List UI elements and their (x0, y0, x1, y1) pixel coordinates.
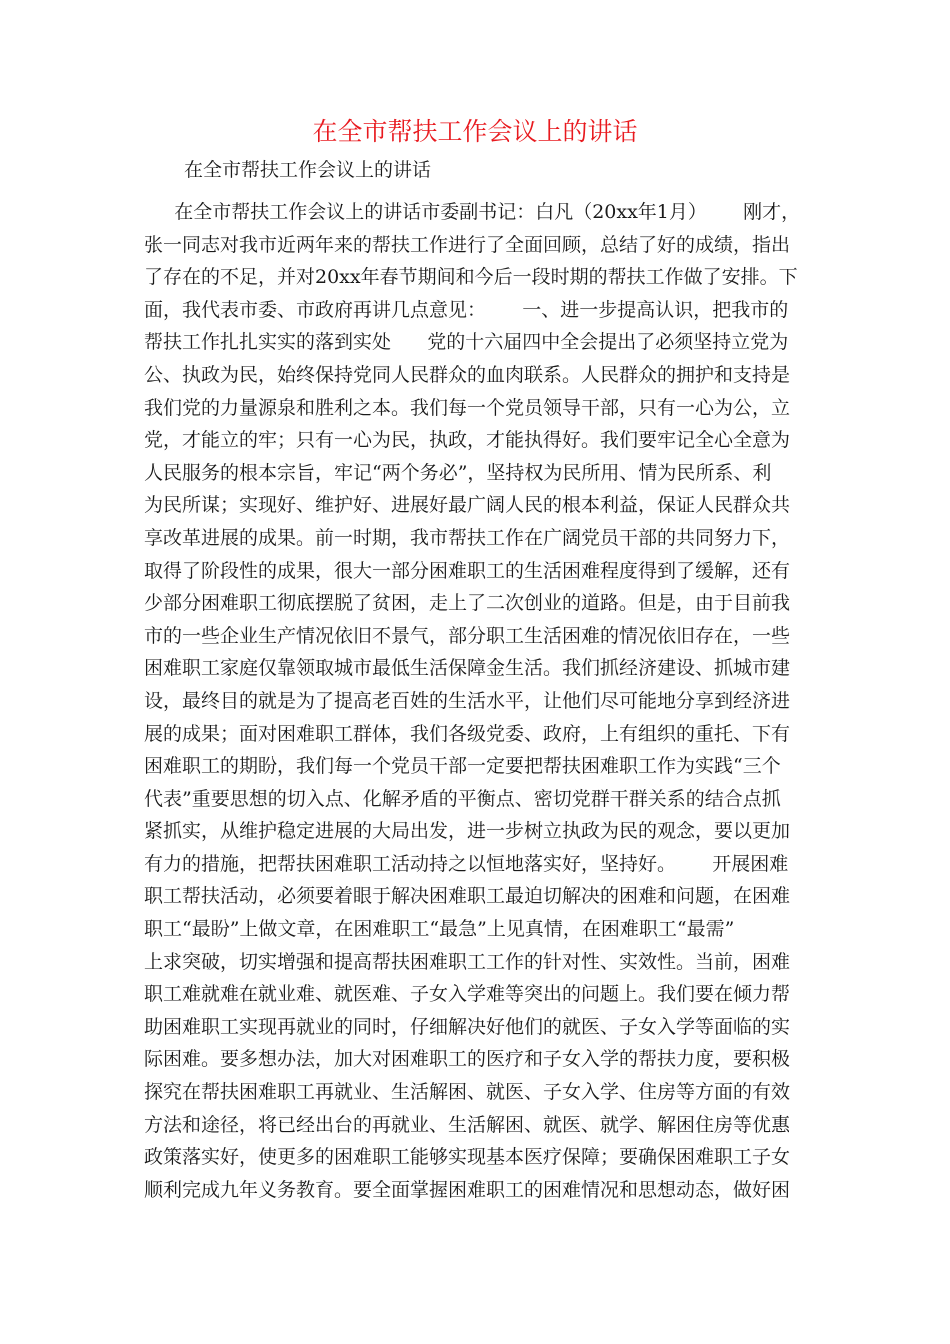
body-text-line: 政策落实好，使更多的困难职工能够实现基本医疗保障；要确保困难职工子女 (144, 1146, 791, 1169)
body-text-line: 困难职工家庭仅靠领取城市最低生活保障金生活。我们抓经济建设、抓城市建 (144, 657, 791, 680)
body-text-line: 职工“最盼”上做文章，在困难职工“最急”上见真情，在困难职工“最需” (144, 918, 735, 941)
body-text-line: 党，才能立的牢；只有一心为民，执政，才能执得好。我们要牢记全心全意为 (144, 429, 791, 452)
body-text-line: 职工帮扶活动，必须要着眼于解决困难职工最迫切解决的困难和问题，在困难 (144, 885, 791, 908)
body-text-line: 代表”重要思想的切入点、化解矛盾的平衡点、密切党群干群关系的结合点抓 (144, 787, 781, 810)
body-text-line: 有力的措施，把帮扶困难职工活动持之以恒地落实好，坚持好。 开展困难 (144, 852, 789, 875)
body-text-line: 顺利完成九年义务教育。要全面掌握困难职工的困难情况和思想动态，做好困 (144, 1178, 791, 1201)
body-text-line: 我们党的力量源泉和胜利之本。我们每一个党员领导干部，只有一心为公，立 (144, 396, 791, 419)
body-text-line: 少部分困难职工彻底摆脱了贫困，走上了二次创业的道路。但是，由于目前我 (144, 592, 791, 615)
body-text-line: 际困难。要多想办法，加大对困难职工的医疗和子女入学的帮扶力度，要积极 (144, 1048, 791, 1071)
body-text-line: 市的一些企业生产情况依旧不景气，部分职工生活困难的情况依旧存在，一些 (144, 624, 791, 647)
document-subtitle: 在全市帮扶工作会议上的讲话 (184, 159, 432, 181)
body-text-line: 张一同志对我市近两年来的帮扶工作进行了全面回顾，总结了好的成绩，指出 (144, 233, 791, 256)
body-text-line: 探究在帮扶困难职工再就业、生活解困、就医、子女入学、住房等方面的有效 (144, 1081, 791, 1104)
body-text-line: 了存在的不足，并对20xx年春节期间和今后一段时期的帮扶工作做了安排。下 (144, 266, 798, 289)
body-text-line: 助困难职工实现再就业的同时，仔细解决好他们的就医、子女入学等面临的实 (144, 1015, 791, 1038)
document-title: 在全市帮扶工作会议上的讲话 (312, 117, 638, 146)
body-text-line: 紧抓实，从维护稳定进展的大局出发，进一步树立执政为民的观念，要以更加 (144, 820, 791, 843)
body-text-line: 为民所谋；实现好、维护好、进展好最广阔人民的根本利益，保证人民群众共 (144, 494, 791, 517)
body-text-line: 在全市帮扶工作会议上的讲话市委副书记：白凡（20xx年1月） 刚才， (144, 201, 801, 223)
body-text-line: 困难职工的期盼，我们每一个党员干部一定要把帮扶困难职工作为实践“三个 (144, 755, 781, 778)
body-text-line: 上求突破，切实增强和提高帮扶困难职工工作的针对性、实效性。当前，困难 (144, 950, 791, 973)
body-text-line: 帮扶工作扎扎实实的落到实处 党的十六届四中全会提出了必须坚持立党为 (144, 331, 789, 354)
body-text-line: 设，最终目的就是为了提高老百姓的生活水平，让他们尽可能地分享到经济进 (144, 689, 791, 712)
body-text-line: 人民服务的根本宗旨，牢记“两个务必”，坚持权为民所用、情为民所系、利 (144, 461, 772, 484)
body-text-line: 方法和途径，将已经出台的再就业、生活解困、就医、就学、解困住房等优惠 (144, 1113, 791, 1136)
body-text-line: 公、执政为民，始终保持党同人民群众的血肉联系。人民群众的拥护和支持是 (144, 363, 791, 386)
document-body (144, 196, 824, 1206)
body-text-line: 面，我代表市委、市政府再讲几点意见： 一、进一步提高认识，把我市的 (144, 298, 789, 321)
body-text-line: 取得了阶段性的成果，很大一部分困难职工的生活困难程度得到了缓解，还有 (144, 559, 791, 582)
body-text-line: 展的成果；面对困难职工群体，我们各级党委、政府，上有组织的重托、下有 (144, 722, 791, 745)
body-text-line: 职工难就难在就业难、就医难、子女入学难等突出的问题上。我们要在倾力帮 (144, 983, 791, 1006)
body-text-line: 享改革进展的成果。前一时期，我市帮扶工作在广阔党员干部的共同努力下， (144, 526, 791, 549)
